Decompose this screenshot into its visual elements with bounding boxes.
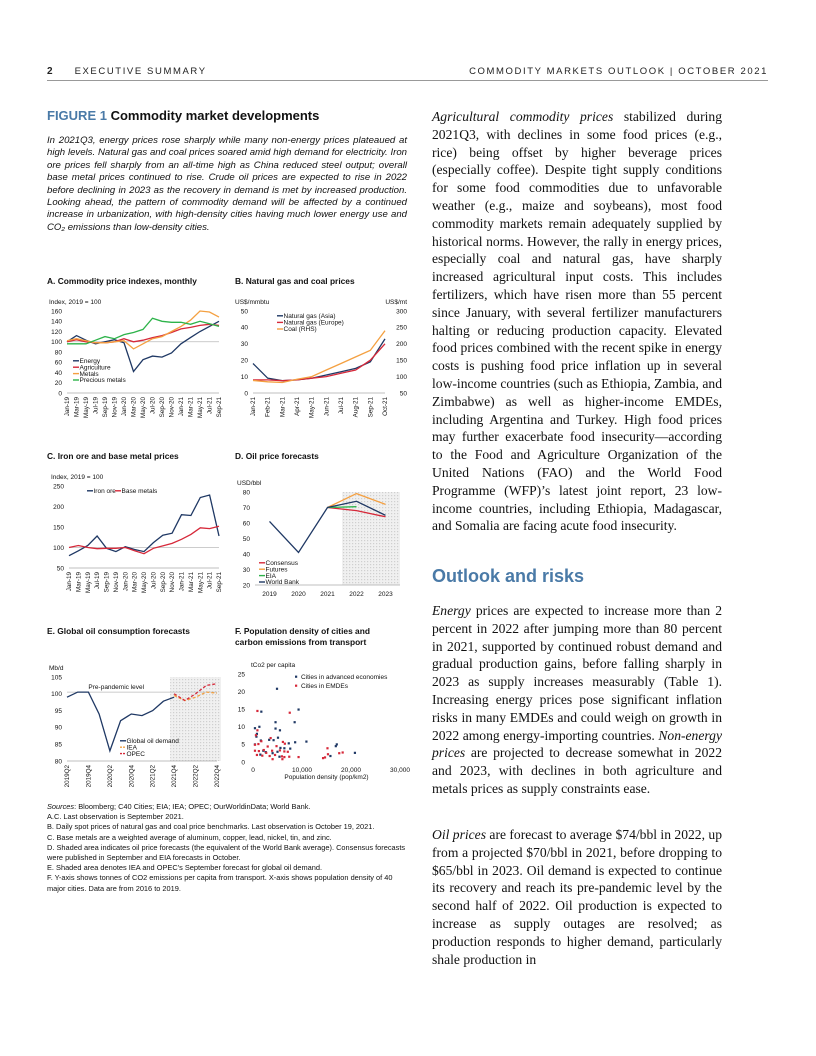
svg-text:40: 40 — [242, 551, 250, 559]
page-number: 2 — [47, 66, 53, 77]
svg-text:15: 15 — [237, 706, 245, 714]
scatter-point — [272, 758, 274, 760]
svg-text:95: 95 — [54, 707, 62, 715]
scatter-point — [324, 756, 326, 758]
scatter-point — [288, 756, 290, 758]
svg-text:85: 85 — [54, 741, 62, 749]
svg-text:Sep-21: Sep-21 — [216, 397, 223, 418]
svg-text:100: 100 — [53, 544, 64, 552]
svg-text:100: 100 — [51, 339, 62, 347]
svg-text:Apr-21: Apr-21 — [294, 397, 301, 416]
svg-text:2019Q2: 2019Q2 — [64, 765, 71, 788]
panel-d-title: D. Oil price forecasts — [235, 451, 319, 461]
scatter-point — [254, 727, 256, 729]
svg-text:2020: 2020 — [291, 591, 306, 598]
annotation: Pre-pandemic level — [88, 684, 145, 692]
svg-text:May-20: May-20 — [140, 397, 147, 418]
y-axis-label: Mb/d — [49, 665, 64, 672]
svg-text:20: 20 — [54, 380, 62, 388]
scatter-point — [283, 750, 285, 752]
x-axis-label: Population density (pop/km2) — [284, 774, 369, 781]
chart-d — [235, 462, 420, 612]
svg-text:Sep-21: Sep-21 — [216, 572, 223, 593]
scatter-point — [294, 741, 296, 743]
svg-text:Aug-21: Aug-21 — [352, 397, 360, 418]
note-d: D. Shaded area indicates oil price forecasts (the equivalent of the World Bank average). Consensus forecasts were published in September and EIA forecasts in October. — [47, 842, 406, 863]
scatter-point — [281, 755, 283, 757]
svg-text:20,000: 20,000 — [341, 767, 361, 774]
publication-title: COMMODITY MARKETS OUTLOOK | OCTOBER 2021 — [469, 66, 768, 77]
svg-text:Jan-20: Jan-20 — [122, 572, 130, 592]
scatter-point — [335, 745, 337, 747]
svg-text:May-19: May-19 — [84, 572, 92, 593]
svg-text:Jul-20: Jul-20 — [149, 397, 157, 415]
legend-label: Cities in EMDEs — [301, 683, 348, 690]
svg-text:0: 0 — [251, 767, 255, 774]
panel-f-title — [235, 626, 420, 648]
figure-description: In 2021Q3, energy prices rose sharply while many non-energy prices plateaued at high levels. Natural gas and coal prices soared amid high demand for electricity. Iron ore prices fell sharply from an all-time high as China reduced steel output; overall base metal prices continued to rise. Crude oil prices are expected to rise in 2022 before declining in 2023 as the recovery in demand is met by increased production. Looking ahead, the pattern of commodity demand will be affected by a continued increase in urbanization, with high-density cities having much lower energy use and CO₂ emissions than low-density cities. — [47, 135, 407, 233]
svg-text:Jul-21: Jul-21 — [206, 397, 214, 415]
sources-note: Sources: Bloomberg; C40 Cities; EIA; IEA; OPEC; OurWorldinData; World Bank. — [47, 802, 311, 811]
panel-a-title: A. Commodity price indexes, monthly — [47, 276, 197, 286]
note-ac: A.C. Last observation is September 2021. — [47, 812, 184, 822]
svg-text:50: 50 — [240, 308, 248, 316]
scatter-point — [326, 747, 328, 749]
svg-text:May-20: May-20 — [141, 572, 148, 593]
svg-text:Sep-21: Sep-21 — [367, 397, 375, 418]
svg-text:2019Q4: 2019Q4 — [85, 765, 93, 788]
svg-text:Sep-19: Sep-19 — [102, 397, 109, 418]
scatter-point — [258, 750, 260, 752]
svg-text:20: 20 — [240, 357, 248, 365]
svg-text:Jan-19: Jan-19 — [64, 397, 71, 417]
scatter-point — [254, 744, 256, 746]
scatter-point — [289, 712, 291, 714]
section-name: EXECUTIVE SUMMARY — [74, 66, 207, 77]
svg-text:105: 105 — [51, 674, 62, 682]
svg-text:Jul-20: Jul-20 — [150, 572, 158, 590]
svg-text:Jul-21: Jul-21 — [206, 572, 214, 590]
svg-text:May-21: May-21 — [197, 397, 204, 418]
scatter-point — [265, 752, 267, 754]
figure-title — [47, 108, 319, 123]
scatter-point — [297, 708, 299, 710]
svg-text:50: 50 — [399, 390, 407, 398]
panel-b — [235, 276, 420, 437]
legend-label: Metals — [79, 370, 99, 378]
svg-text:30: 30 — [242, 566, 250, 574]
svg-text:200: 200 — [53, 503, 64, 511]
series-iron-ore — [69, 495, 219, 556]
forecast-shading — [342, 492, 400, 585]
svg-text:160: 160 — [51, 308, 62, 316]
section-heading-outlook: Outlook and risks — [432, 566, 585, 586]
legend-label: Consensus — [265, 560, 299, 567]
scatter-point — [279, 729, 281, 731]
svg-text:Sep-20: Sep-20 — [159, 397, 166, 418]
svg-text:Mar-20: Mar-20 — [131, 572, 139, 592]
panel-b-title: B. Natural gas and coal prices — [235, 276, 355, 286]
svg-text:2022Q2: 2022Q2 — [192, 765, 200, 788]
svg-text:80: 80 — [242, 489, 250, 497]
svg-text:0: 0 — [58, 390, 62, 398]
svg-text:Feb-21: Feb-21 — [264, 397, 272, 417]
para-lead-energy: Energy — [432, 603, 471, 618]
svg-text:80: 80 — [54, 349, 62, 357]
svg-text:May-21: May-21 — [197, 572, 205, 593]
scatter-point — [329, 755, 331, 757]
svg-text:80: 80 — [54, 758, 62, 766]
note-f: F. Y-axis shows tonnes of CO2 emissions per capita from transport. X-axis shows population density of 40 major cities. Data are from 2016 to 2019. — [47, 873, 393, 893]
svg-text:10,000: 10,000 — [292, 767, 312, 774]
svg-text:2020Q2: 2020Q2 — [106, 765, 114, 788]
svg-text:Jan-21: Jan-21 — [250, 397, 257, 417]
legend-label: OPEC — [126, 750, 145, 758]
legend-label: Coal (RHS) — [283, 326, 317, 334]
svg-text:0: 0 — [244, 390, 248, 398]
series-natural-gas-asia- — [253, 339, 385, 381]
series-coal-rhs- — [253, 331, 385, 383]
scatter-point — [267, 745, 269, 747]
chart-a — [47, 287, 232, 437]
svg-text:5: 5 — [241, 741, 245, 749]
note-b: B. Daily spot prices of natural gas and coal price benchmarks. Last observation is October 19, 2021. — [47, 822, 375, 832]
legend-label: Natural gas (Asia) — [283, 313, 336, 320]
y-axis-label: USD/bbl — [237, 480, 262, 487]
svg-text:Mar-19: Mar-19 — [75, 572, 83, 592]
figure-title-text: Commodity market developments — [110, 108, 320, 123]
svg-text:150: 150 — [396, 357, 407, 365]
svg-text:Jul-21: Jul-21 — [338, 397, 345, 415]
svg-text:Sep-20: Sep-20 — [159, 572, 167, 593]
svg-text:Jan-21: Jan-21 — [178, 572, 186, 592]
scatter-point — [327, 753, 329, 755]
svg-text:May-21: May-21 — [308, 397, 316, 418]
scatter-point — [259, 754, 261, 756]
scatter-point — [279, 749, 281, 751]
scatter-point — [282, 741, 284, 743]
panel-c-title: C. Iron ore and base metal prices — [47, 451, 179, 461]
svg-text:Mar-21: Mar-21 — [187, 572, 195, 592]
svg-text:300: 300 — [396, 308, 407, 316]
scatter-point — [277, 737, 279, 739]
scatter-point — [274, 754, 276, 756]
svg-text:20: 20 — [237, 688, 245, 696]
svg-text:Jan-19: Jan-19 — [66, 572, 73, 592]
scatter-point — [260, 740, 262, 742]
header-rule — [47, 80, 768, 81]
scatter-point — [297, 756, 299, 758]
scatter-point — [284, 743, 286, 745]
svg-text:Nov-19: Nov-19 — [112, 572, 120, 593]
body-paragraph-energy: Energy prices are expected to increase more than 2 percent in 2022 after jumping more than 80 percent in 2021, supported by continued robust demand and gradual production gains, before falling sharply in 2023 as supply increases measurably (Table 1). Increasing energy prices pose significant inflation risks in many EMDEs and could weigh on growth in 2022 among energy-importing countries. Non-energy prices are projected to decrease somewhat in 2022 and 2023, with declines in both agriculture and metals prices as supply constraints ease. — [432, 603, 722, 796]
panel-f-title-line2: carbon emissions from transport — [235, 637, 367, 647]
svg-text:20: 20 — [242, 582, 250, 590]
scatter-point — [322, 757, 324, 759]
scatter-point — [272, 739, 274, 741]
chart-b — [235, 287, 420, 437]
forecast-shading — [170, 677, 221, 761]
para-lead-agriculture: Agricultural commodity prices — [432, 109, 614, 124]
scatter-point — [338, 752, 340, 754]
scatter-point — [256, 754, 258, 756]
svg-text:140: 140 — [51, 318, 62, 326]
legend-swatch — [295, 685, 297, 687]
legend-label: IEA — [126, 744, 137, 752]
scatter-point — [255, 734, 257, 736]
scatter-point — [283, 747, 285, 749]
legend-label: EIA — [265, 572, 276, 580]
svg-text:Nov-20: Nov-20 — [169, 572, 177, 593]
legend-label: Base metals — [121, 488, 158, 495]
scatter-point — [270, 737, 272, 739]
y2-axis-label: US$/mt — [385, 299, 407, 306]
scatter-point — [279, 747, 281, 749]
scatter-point — [275, 745, 277, 747]
scatter-point — [274, 727, 276, 729]
scatter-point — [276, 688, 278, 690]
svg-text:60: 60 — [54, 359, 62, 367]
legend-label: Cities in advanced economies — [301, 674, 388, 681]
svg-text:40: 40 — [240, 324, 248, 332]
svg-text:Jul-19: Jul-19 — [94, 572, 102, 590]
legend-label: Natural gas (Europe) — [283, 319, 344, 327]
panel-f — [235, 626, 420, 798]
svg-text:25: 25 — [237, 671, 245, 679]
scatter-point — [342, 751, 344, 753]
chart-c — [47, 462, 232, 612]
svg-text:200: 200 — [396, 341, 407, 349]
svg-text:2022: 2022 — [349, 591, 364, 598]
note-e: E. Shaded area denotes IEA and OPEC's September forecast for global oil demand. — [47, 863, 323, 873]
legend-label: Energy — [79, 358, 101, 365]
svg-text:2023: 2023 — [378, 591, 393, 598]
svg-text:Sep-19: Sep-19 — [103, 572, 111, 593]
svg-text:0: 0 — [241, 759, 245, 767]
panel-f-title-line1: F. Population density of cities and — [235, 626, 370, 636]
scatter-point — [305, 740, 307, 742]
body-paragraph-agriculture: Agricultural commodity prices stabilized during 2021Q3, with declines in some food prices (e.g., rice) being offset by higher beverage prices (especially coffee). Despite tight supply conditions for some food commodities due to unfavorable weather (e.g., maize and soybeans), most food commodity markets remain adequately supplied by historical norms. However, the rally in energy prices, especially coal and natural gas, have sharply increased agricultural input costs. This includes fertilizers, which have risen more than 55 percent since January, with several fertilizer manufacturers halting or reducing production capacity. Elevated food prices combined with the recent spike in energy costs is pushing food price inflation up in several low-income countries (such as Ethiopia, Zambia, and Zimbabwe) as well as higher-income EMDEs, including Argentina and Turkey. High food prices may further exacerbate food insecurity—according to the Food and Agriculture Organization of the United Nations (FAO) and the World Food Programme (WFP)’s latest joint report, 23 low-income countries, including Ethiopia, Madagascar, and Somalia are facing acute food insecurity. — [432, 109, 722, 534]
legend-label: World Bank — [265, 579, 299, 587]
legend-label: Futures — [265, 566, 288, 574]
svg-text:Jul-19: Jul-19 — [92, 397, 100, 415]
scatter-point — [354, 752, 356, 754]
svg-text:Nov-20: Nov-20 — [168, 397, 176, 418]
svg-text:120: 120 — [51, 328, 62, 336]
svg-text:Mar-21: Mar-21 — [187, 397, 195, 417]
body-paragraph-oil: Oil prices are forecast to average $74/bbl in 2022, up from a projected $70/bbl in 2021, before dropping to $65/bbl in 2023. Oil demand is expected to continue its recovery and reach its pre-pandemic level by the second half of 2022. Oil production is expected to increase as supply outages are resolved; as production responds to higher demand, particularly shale production in — [432, 827, 722, 967]
figure-notes — [47, 802, 407, 894]
scatter-point — [281, 758, 283, 760]
svg-text:2021Q2: 2021Q2 — [149, 765, 157, 788]
scatter-point — [287, 751, 289, 753]
chart-e — [47, 637, 232, 802]
scatter-point — [261, 755, 263, 757]
legend-label: Precious metals — [79, 377, 126, 385]
scatter-point — [256, 729, 258, 731]
legend-swatch — [295, 676, 297, 678]
svg-text:Mar-19: Mar-19 — [73, 397, 81, 417]
svg-text:60: 60 — [242, 520, 250, 528]
y-axis-label: US$/mmbtu — [235, 299, 270, 306]
panel-a — [47, 276, 232, 437]
scatter-point — [256, 710, 258, 712]
panel-d — [235, 451, 420, 612]
svg-text:100: 100 — [51, 691, 62, 699]
svg-text:Mar-20: Mar-20 — [130, 397, 138, 417]
y-axis-label: tCo2 per capita — [251, 662, 296, 669]
scatter-point — [283, 756, 285, 758]
svg-text:30: 30 — [240, 341, 248, 349]
svg-text:30,000: 30,000 — [390, 767, 410, 774]
chart-f — [235, 648, 420, 798]
scatter-point — [272, 752, 274, 754]
scatter-point — [269, 755, 271, 757]
scatter-point — [274, 721, 276, 723]
svg-text:2020Q4: 2020Q4 — [128, 765, 136, 788]
svg-text:10: 10 — [237, 724, 245, 732]
y-axis-label: Index, 2019 = 100 — [51, 474, 104, 481]
svg-text:Jan-20: Jan-20 — [121, 397, 128, 417]
scatter-point — [289, 748, 291, 750]
scatter-point — [271, 750, 273, 752]
svg-text:Mar-21: Mar-21 — [279, 397, 287, 417]
scatter-point — [254, 750, 256, 752]
series-natural-gas-europe- — [253, 344, 385, 381]
svg-text:10: 10 — [240, 373, 248, 381]
svg-text:Oct-21: Oct-21 — [382, 397, 389, 416]
scatter-point — [278, 756, 280, 758]
svg-text:May-19: May-19 — [83, 397, 90, 418]
scatter-point — [257, 743, 259, 745]
y-axis-label: Index, 2019 = 100 — [49, 299, 102, 306]
para-lead-oil: Oil prices — [432, 827, 486, 842]
svg-text:2022Q4: 2022Q4 — [214, 765, 221, 788]
svg-text:2021Q4: 2021Q4 — [171, 765, 179, 788]
svg-text:250: 250 — [396, 324, 407, 332]
panel-e-title: E. Global oil consumption forecasts — [47, 626, 190, 636]
svg-text:90: 90 — [54, 724, 62, 732]
svg-text:2019: 2019 — [262, 591, 277, 598]
scatter-point — [258, 726, 260, 728]
svg-text:2021: 2021 — [320, 591, 335, 598]
svg-text:70: 70 — [242, 504, 250, 512]
panel-e — [47, 626, 232, 802]
note-c: C. Base metals are a weighted average of aluminum, copper, lead, nickel, tin, and zinc. — [47, 832, 332, 842]
svg-text:250: 250 — [53, 483, 64, 491]
svg-text:Jan-21: Jan-21 — [178, 397, 185, 417]
series-base-metals — [69, 526, 219, 554]
svg-text:50: 50 — [56, 565, 64, 573]
legend-label: Iron ore — [93, 488, 116, 495]
scatter-point — [294, 721, 296, 723]
svg-text:Jun-21: Jun-21 — [323, 397, 331, 417]
scatter-point — [260, 711, 262, 713]
panel-c — [47, 451, 232, 612]
svg-text:Nov-19: Nov-19 — [111, 397, 119, 418]
svg-text:50: 50 — [242, 535, 250, 543]
scatter-point — [288, 742, 290, 744]
figure-label: FIGURE 1 — [47, 108, 107, 123]
running-header-left — [47, 66, 207, 77]
legend-label: Agriculture — [79, 364, 111, 372]
svg-text:150: 150 — [53, 524, 64, 532]
scatter-point — [276, 751, 278, 753]
svg-text:100: 100 — [396, 373, 407, 381]
scatter-point — [263, 749, 265, 751]
svg-text:40: 40 — [54, 369, 62, 377]
legend-label: Global oil demand — [126, 738, 179, 745]
